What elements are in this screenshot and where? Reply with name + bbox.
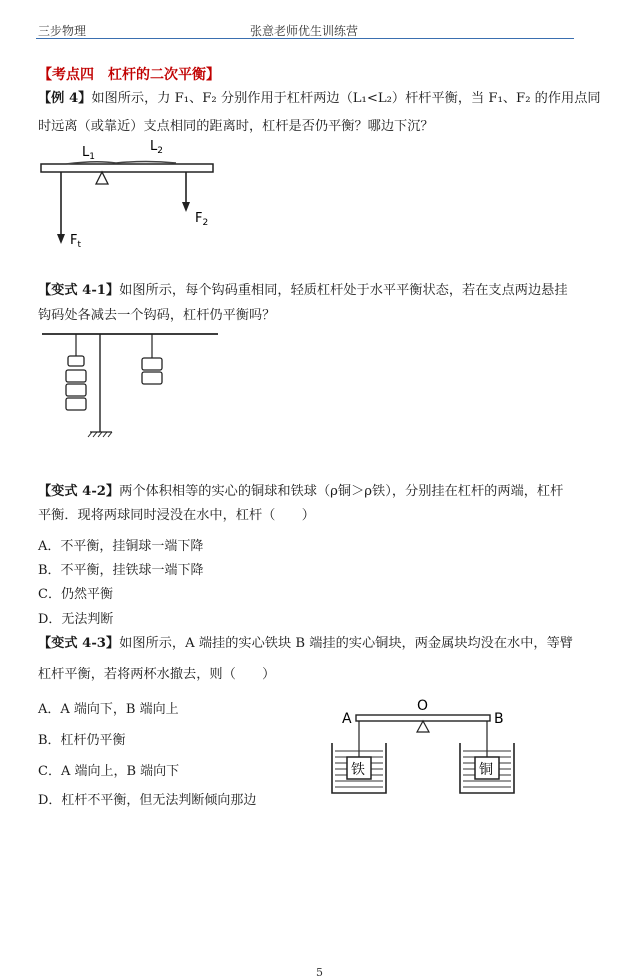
label-o: O: [417, 698, 429, 714]
q4-option-c: C．A 端向上，B 端向下: [38, 764, 180, 779]
q3-label: 【变式 4-2】: [38, 484, 120, 499]
f2-label: $F_2$: [195, 211, 209, 228]
lever-forces-figure: [36, 130, 236, 250]
q3-option-d: D．无法判断: [38, 612, 114, 627]
label-a: A: [342, 711, 352, 727]
left-weight-1: [66, 370, 86, 382]
q1-line1: [38, 85, 601, 113]
fulcrum: [417, 721, 429, 732]
q4-line2: 杠杆平衡，若将两杯水撤去，则（ ）: [38, 667, 276, 682]
fulcrum: [96, 172, 108, 184]
q4-option-b: B．杠杆仍平衡: [38, 733, 126, 748]
left-weights: [66, 356, 86, 410]
section-title: 【考点四 杠杆的二次平衡】: [38, 67, 220, 83]
q3-text1: 两个体积相等的实心的铜球和铁球（ρ铜＞ρ铁），分别挂在杠杆的两端，杠杆: [119, 484, 564, 499]
right-weight-1: [142, 358, 162, 370]
lever-water-figure: [328, 695, 518, 800]
q4-line1: [38, 630, 573, 658]
right-weights: [142, 358, 162, 384]
q3-option-c: C．仍然平衡: [38, 587, 113, 602]
q4-option-d: D．杠杆不平衡，但无法判断倾向那边: [38, 793, 257, 808]
header-left: 三步物理: [38, 24, 87, 38]
l1-label: $L_1$: [82, 145, 95, 162]
f2-arrow-head: [182, 202, 190, 212]
q4-option-a: A．A 端向下，B 端向上: [38, 702, 179, 717]
left-hook-weight: [68, 356, 84, 366]
header-divider: [36, 38, 574, 39]
page-number: 5: [316, 966, 323, 979]
left-weight-3: [66, 398, 86, 410]
f1-arrow-head: [57, 234, 65, 244]
lever-weights-figure: [40, 328, 220, 444]
q2-label: 【变式 4-1】: [38, 283, 120, 298]
right-weight-2: [142, 372, 162, 384]
label-b: B: [494, 711, 504, 727]
q2-text1: 如图所示，每个钩码重相同，轻质杠杆处于水平平衡状态，若在支点两边悬挂: [119, 283, 568, 298]
q3-line2: 平衡．现将两球同时浸没在水中，杠杆（ ）: [38, 508, 315, 523]
q3-option-a: A．不平衡，挂铜球一端下降: [38, 539, 204, 554]
l2-label: $L_2$: [150, 139, 163, 156]
q1-text1: 如图所示，力 F₁、F₂ 分别作用于杠杆两边（L₁<L₂）杆杆平衡，当 F₁、F₂ 的作用点同: [91, 91, 601, 106]
q3-option-b: B．不平衡，挂铁球一端下降: [38, 563, 204, 578]
q2-line1: [38, 277, 568, 305]
q4-label: 【变式 4-3】: [38, 636, 120, 651]
q1-label: 【例 4】: [38, 91, 92, 106]
lever-bar: [41, 164, 213, 172]
left-weight-2: [66, 384, 86, 396]
q2-line2: 钩码处各减去一个钩码，杠杆仍平衡吗？: [38, 308, 276, 323]
q1-line2: 时远离（或靠近）支点相同的距离时，杠杆是否仍平衡？哪边下沉？: [38, 119, 434, 134]
f1-label: $F_t$: [70, 233, 82, 250]
iron-label: 铁: [351, 762, 365, 778]
header-center: 张意老师优生训练营: [250, 24, 359, 38]
q4-text1: 如图所示，A 端挂的实心铁块 B 端挂的实心铜块，两金属块均没在水中，等臂: [119, 636, 573, 651]
copper-label: 铜: [479, 762, 493, 778]
ground-hatch: [88, 432, 112, 437]
